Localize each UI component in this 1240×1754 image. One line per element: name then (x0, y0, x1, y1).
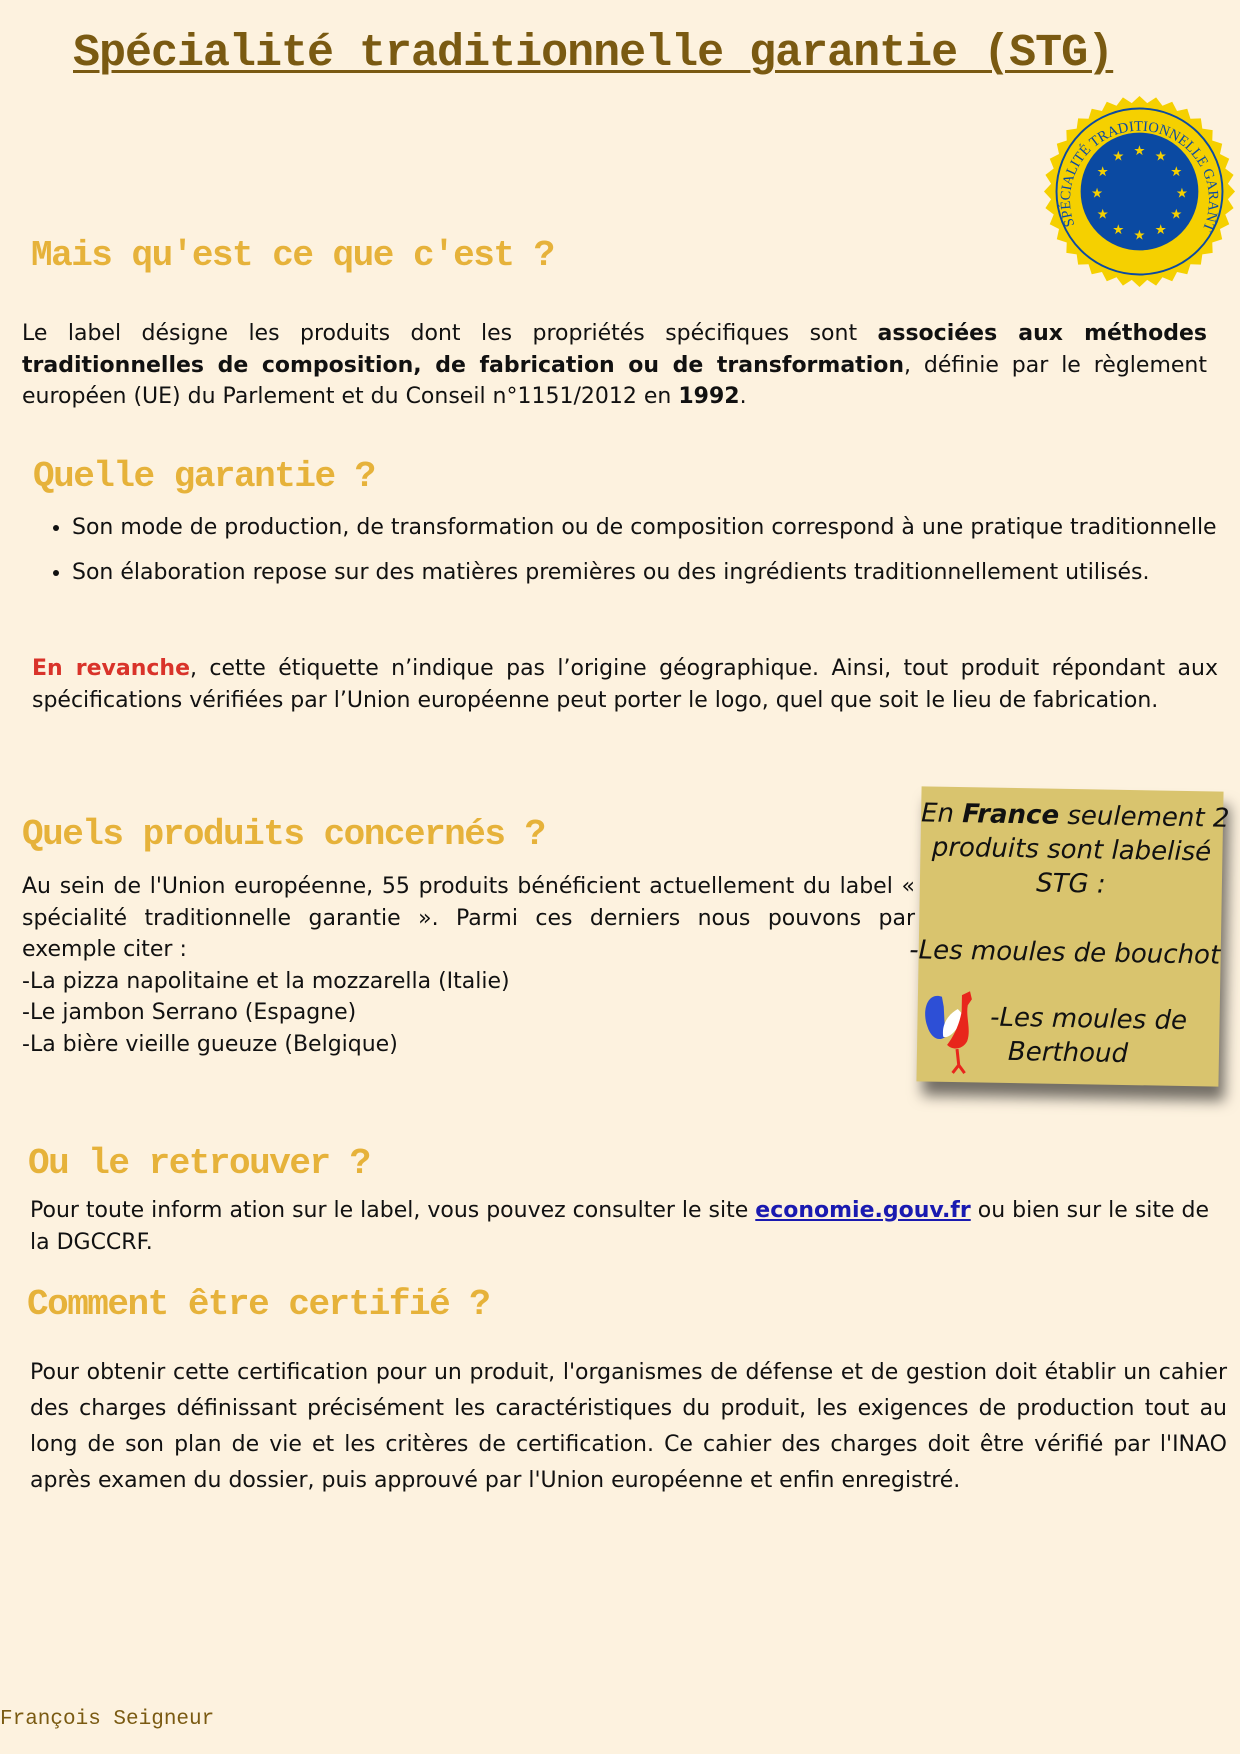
stg-seal-logo (1043, 95, 1236, 288)
heading-products: Quels produits concernés ? (22, 814, 545, 855)
heading-certification: Comment être certifié ? (27, 1284, 490, 1325)
example-item: -La pizza napolitaine et la mozzarella (Italie) (22, 968, 510, 994)
heading-guarantee: Quelle garantie ? (33, 456, 375, 497)
eu-star-icon: ★ (1133, 142, 1146, 159)
eu-star-icon: ★ (1170, 164, 1183, 181)
eu-star-icon: ★ (1096, 206, 1109, 223)
eu-star-icon: ★ (1096, 164, 1109, 181)
eu-star-icon: ★ (1154, 222, 1167, 239)
eu-star-icon: ★ (1133, 227, 1146, 244)
heading-what-is-it: Mais qu'est ce que c'est ? (31, 235, 554, 276)
eu-star-icon: ★ (1170, 206, 1183, 223)
eu-star-icon: ★ (1112, 148, 1125, 165)
example-item: -Le jambon Serrano (Espagne) (22, 1000, 357, 1025)
certification-paragraph: Pour obtenir cette certification pour un produit, l'organismes de défense et de gestion doit établir un cahier des charges définissant précisément les caractéristiques du produit, les exigences de production tout au long de son plan de vie et les critères de certification. Ce cahier des charges doit être vérifié par l'INAO après examen du dossier, puis approuvé par l'Union européenne et enfin enregistré. (30, 1360, 1227, 1493)
eu-star-icon: ★ (1175, 185, 1189, 202)
page-title: Spécialité traditionnelle garantie (STG) (73, 28, 1114, 79)
svg-text:SPÉCIALITÉ TRADITIONNELLE GARA: SPÉCIALITÉ TRADITIONNELLE GARANT (1057, 118, 1222, 234)
origin-paragraph: En revanche, cette étiquette n’indique pas l’origine géographique. Ainsi, tout produit répondant aux spécifications vérifiées par l’Union européenne peut porter le logo, quel que soit le lieu de fabrication. (32, 656, 1218, 713)
economie-link[interactable]: economie.gouv.fr (755, 1198, 971, 1223)
eu-star-icon: ★ (1090, 185, 1104, 202)
example-item: -La bière vieille gueuze (Belgique) (22, 1031, 398, 1057)
definition-paragraph: Le label désigne les produits dont les propriétés spécifiques sont associées aux méthodes traditionnelles de composition, de fabrication ou de transformation, définie par le règlement européen (UE) du Parlement et du Conseil n°1151/2012 en 1992. (22, 321, 1207, 409)
list-item: • Son élaboration repose sur des matières premières ou des ingrédients traditionnellement utilisés. (72, 557, 1240, 589)
where-paragraph: Pour toute inform ation sur le label, vous pouvez consulter le site economie.gouv.fr ou bien sur le site de la DGCCRF. (30, 1198, 1209, 1255)
guarantee-list (32, 512, 1240, 601)
heading-where: Ou le retrouver ? (28, 1143, 370, 1184)
eu-star-icon: ★ (1154, 148, 1167, 165)
author-signature: François Seigneur (0, 1708, 215, 1731)
highlight-text: En revanche (32, 656, 191, 681)
french-rooster-icon (920, 986, 984, 1086)
sticky-note: En France seulement 2 produits sont labelisé STG : -Les moules de bouchot -Les moules de Berthoud (916, 786, 1223, 1086)
products-paragraph: Au sein de l'Union européenne, 55 produits bénéficient actuellement du label « spécialité traditionnelle garantie ». Parmi ces derniers nous pouvons par exemple citer : -La pizza napolitaine et la mozzarella (Italie) -Le jambon Serrano (Espagne) -La bière vieille gueuze (Belgique) (22, 871, 915, 1060)
list-item: • Son mode de production, de transformation ou de composition correspond à une pratique traditionnelle (72, 512, 1240, 544)
eu-star-icon: ★ (1112, 222, 1125, 239)
